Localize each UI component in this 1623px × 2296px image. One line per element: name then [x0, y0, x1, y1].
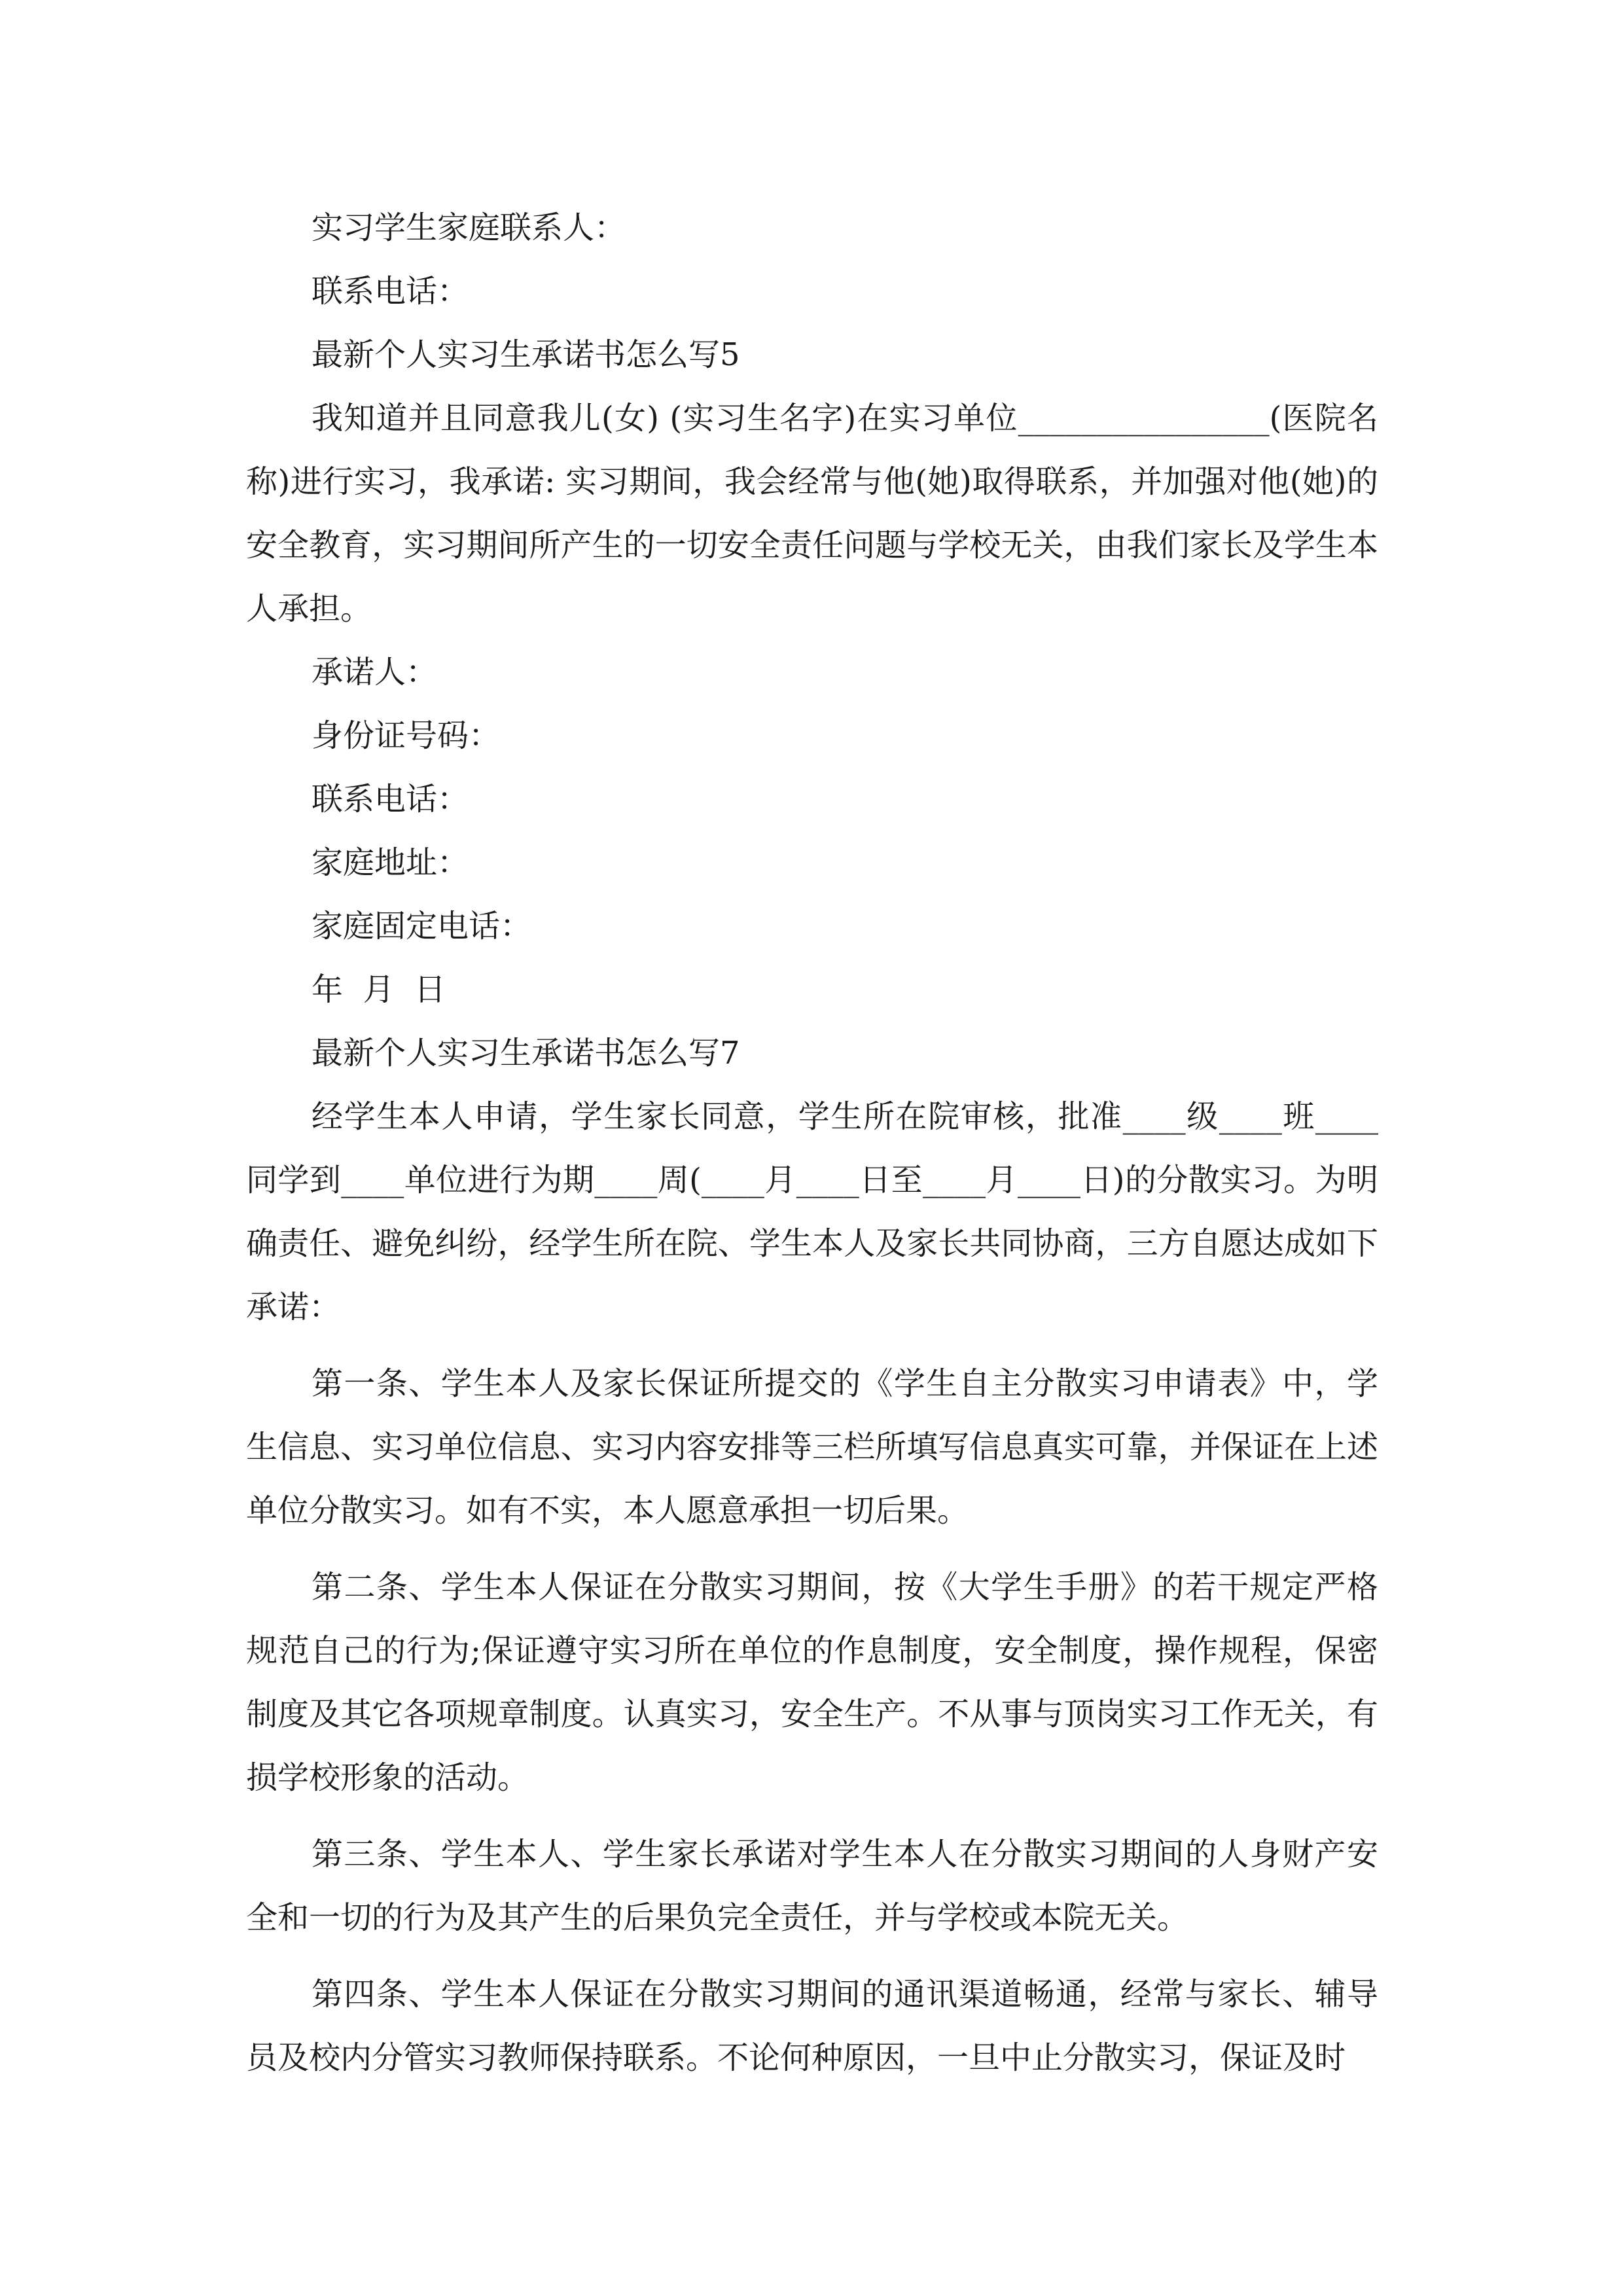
home-landline-line: 家庭固定电话：: [312, 908, 532, 944]
home-address-line: 家庭地址：: [312, 844, 469, 881]
promiser-line: 承诺人：: [312, 654, 438, 691]
article-2-paragraph: 第二条、学生本人保证在分散实习期间，按《大学生手册》的若干规定严格规范自己的行为;保证遵守实习所在单位的作息制度，安全制度，操作规程，保密制度及其它各项规章制度。认真实习，安全生产。不从事与顶岗实习工作无关，有损学校形象的活动。: [246, 1569, 1378, 1796]
id-number-line: 身份证号码：: [312, 717, 501, 754]
contact-phone-line-2: 联系电话：: [312, 781, 469, 817]
article-3-paragraph: 第三条、学生本人、学生家长承诺对学生本人在分散实习期间的人身财产安全和一切的行为及其产生的后果负完全责任，并与学校或本院无关。: [246, 1836, 1378, 1936]
spacer: [246, 1810, 1378, 1823]
spacer: [246, 1339, 1378, 1352]
document-body: [246, 196, 1378, 2090]
spacer: [246, 1543, 1378, 1556]
article-4-paragraph: 第四条、学生本人保证在分散实习期间的通讯渠道畅通，经常与家长、辅导员及校内分管实习教师保持联系。不论何种原因，一旦中止分散实习，保证及时: [246, 1976, 1378, 2076]
date-line: 年 月 日: [312, 971, 446, 1008]
contact-phone-line: 联系电话：: [312, 273, 469, 310]
section-heading-5: 最新个人实习生承诺书怎么写5: [312, 336, 740, 373]
article-1-paragraph: 第一条、学生本人及家长保证所提交的《学生自主分散实习申请表》中，学生信息、实习单位信息、实习内容安排等三栏所填写信息真实可靠，并保证在上述单位分散实习。如有不实，本人愿意承担一切后果。: [246, 1365, 1378, 1529]
intro-paragraph: 经学生本人申请，学生家长同意，学生所在院审核，批准____级____班____同学到____单位进行为期____周(____月____日至____月____日)的分散实习。为明确责任、避免纠纷，经学生所在院、学生本人及家长共同协商，三方自愿达成如下承诺：: [246, 1098, 1378, 1325]
spacer: [246, 1950, 1378, 1963]
consent-paragraph: 我知道并且同意我儿(女) (实习生名字)在实习单位________________(医院名称)进行实习，我承诺: 实习期间，我会经常与他(她)取得联系，并加强对他(她)的安全教育，实习期间所产生的一切安全责任问题与学校无关，由我们家长及学生本人承担。: [246, 400, 1378, 627]
section-heading-7: 最新个人实习生承诺书怎么写7: [312, 1035, 740, 1071]
contact-person-line: 实习学生家庭联系人：: [312, 209, 626, 246]
